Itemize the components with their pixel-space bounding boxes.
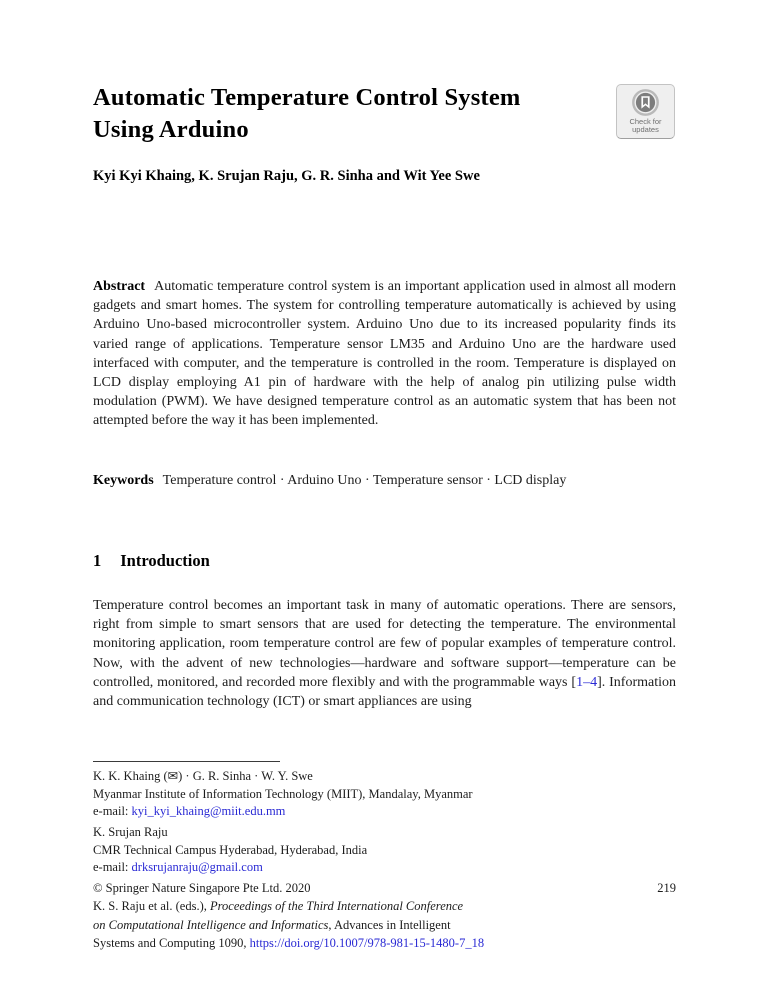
footnote-1-email-line xyxy=(93,803,676,821)
introduction-text-before-ref: Temperature control becomes an important task in many of automatic operations. There are sensors, right from simple to smart sensors that are used for detecting the temperature. The environmental monitoring application, room temperature control are few of popular examples of temperature control. Now, with the advent of new technologies—hardware and software support—temperature can be controlled, monitored, and recorded more flexibly and with the programmable ways [ xyxy=(93,598,676,690)
imprint-series-part2: Systems and Computing 1090, xyxy=(93,935,250,950)
reference-range-link[interactable]: 1–4 xyxy=(576,674,598,690)
footnote-1-affiliation: Myanmar Institute of Information Technology (MIIT), Mandalay, Myanmar xyxy=(93,786,473,801)
footnote-2-authors: K. Srujan Raju xyxy=(93,825,168,839)
footnote-2-email-label: e-mail: xyxy=(93,860,132,874)
paper-title-line1: Automatic Temperature Control System xyxy=(93,84,521,111)
page-number: 219 xyxy=(657,881,676,895)
footnote-2-email-line xyxy=(93,859,676,877)
abstract-text: Automatic temperature control system is an important application used in almost all modern gadgets and smart homes. The system for controlling temperature automatically is achieved by using Arduino Uno-based microcontroller system. Arduino Uno due to its increased popularity finds its varied range of applications. Temperature sensor LM35 and Arduino Uno are the hardware used interfaced with computer, and the temperature is controlled in the room. Temperature is displayed on LCD display employing A1 pin of hardware with the help of analog pin utilizing pulse width modulation (PWM). We have designed temperature control as an automatic system that has been not attempted before the way it has been implemented. xyxy=(93,279,676,429)
copyright-text: © Springer Nature Singapore Pte Ltd. 2020 xyxy=(93,881,311,895)
section-1-title: Introduction xyxy=(120,551,210,570)
paper-title-line2: Using Arduino xyxy=(93,116,249,143)
keywords-text: Temperature control · Arduino Uno · Temperature sensor · LCD display xyxy=(162,473,567,488)
abstract-paragraph xyxy=(93,277,676,431)
imprint-block xyxy=(93,879,676,952)
check-for-updates-badge[interactable] xyxy=(616,84,675,139)
section-1-heading xyxy=(93,551,676,571)
footnote-2-email-link[interactable]: drksrujanraju@gmail.com xyxy=(131,860,263,874)
footnote-1-email-label: e-mail: xyxy=(93,804,132,818)
footnote-1-authors: K. K. Khaing (✉) · G. R. Sinha · W. Y. Swe xyxy=(93,769,313,783)
authors-line: Kyi Kyi Khaing, K. Srujan Raju, G. R. Sinha and Wit Yee Swe xyxy=(93,168,480,184)
introduction-text-after-ref: ]. Information and communication technology (ICT) or smart appliances are using xyxy=(93,674,677,710)
footnote-affiliation-1 xyxy=(93,768,676,821)
doi-link[interactable]: https://doi.org/10.1007/978-981-15-1480-7_18 xyxy=(249,935,485,950)
imprint-line-4 xyxy=(93,934,676,952)
abstract-label: Abstract xyxy=(93,279,146,294)
footnote-1-email-link[interactable]: kyi_kyi_khaing@miit.edu.mm xyxy=(131,804,286,818)
imprint-editors: K. S. Raju et al. (eds.), xyxy=(93,899,210,914)
introduction-paragraph xyxy=(93,596,676,711)
footnote-affiliation-2 xyxy=(93,824,676,877)
footnote-2-affiliation: CMR Technical Campus Hyderabad, Hyderabad, India xyxy=(93,842,368,857)
imprint-line-3 xyxy=(93,916,676,934)
copyright-line xyxy=(93,879,676,897)
section-1-number: 1 xyxy=(93,551,102,570)
paper-title xyxy=(93,82,676,146)
keywords-paragraph xyxy=(93,471,676,490)
footnote-rule xyxy=(93,761,280,762)
imprint-book-title-part2: on Computational Intelligence and Informatics xyxy=(93,917,329,932)
imprint-line-2 xyxy=(93,897,676,915)
imprint-series-part1: , Advances in Intelligent xyxy=(328,917,451,932)
imprint-book-title-part1: Proceedings of the Third International Conference xyxy=(210,899,464,914)
check-for-updates-icon xyxy=(632,89,659,116)
keywords-label: Keywords xyxy=(93,473,154,488)
check-for-updates-label: Check for updates xyxy=(629,116,662,134)
